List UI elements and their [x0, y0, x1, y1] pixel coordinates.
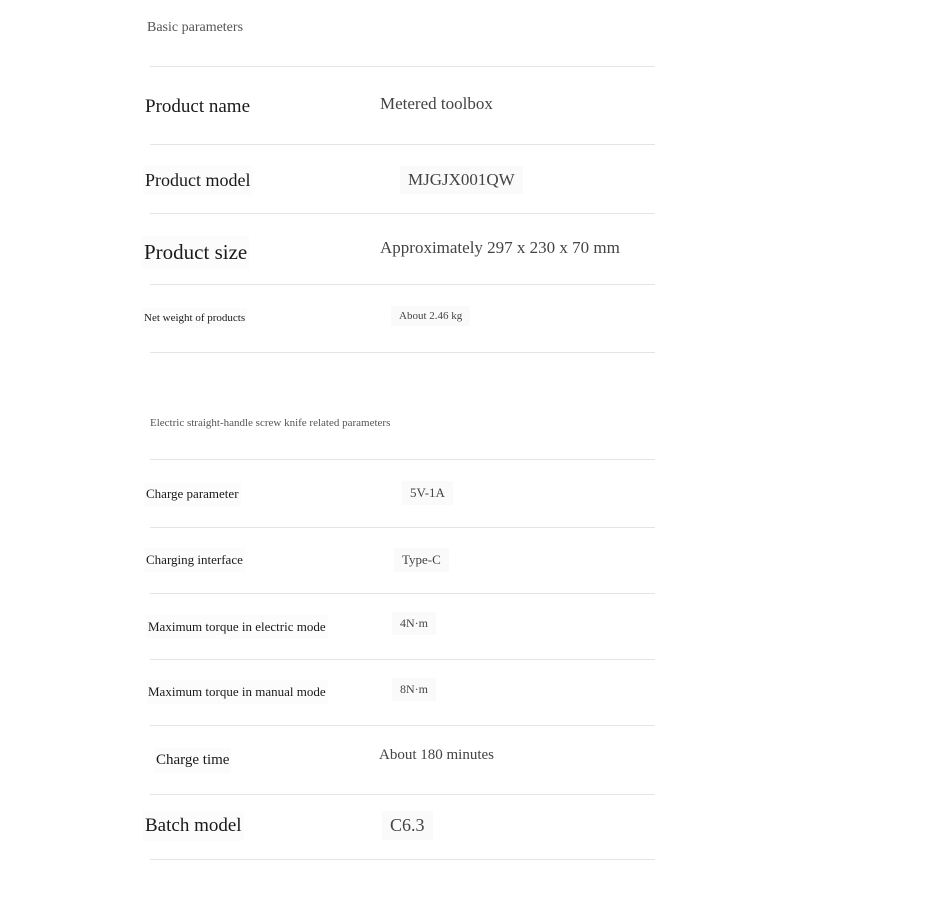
max-torque-manual-value: 8N·m	[392, 678, 436, 701]
net-weight-label: Net weight of products	[142, 308, 247, 328]
product-name-value: Metered toolbox	[380, 94, 493, 113]
max-torque-manual-label: Maximum torque in manual mode	[146, 680, 328, 704]
product-name-label: Product name	[145, 96, 251, 117]
divider	[150, 859, 655, 860]
basic-parameters-title: Basic parameters	[147, 20, 244, 35]
charge-parameter-label: Charge parameter	[144, 482, 241, 506]
divider	[150, 213, 655, 214]
charge-parameter-value: 5V-1A	[402, 481, 453, 505]
divider	[150, 459, 655, 460]
batch-model-label: Batch model	[143, 811, 244, 841]
divider	[150, 284, 655, 285]
divider	[150, 527, 655, 528]
product-model-label: Product model	[143, 166, 253, 195]
charge-time-value: About 180 minutes	[379, 747, 494, 763]
divider	[150, 144, 655, 145]
net-weight-value: About 2.46 kg	[391, 306, 470, 326]
divider	[150, 794, 655, 795]
product-size-label: Product size	[142, 236, 249, 269]
charging-interface-value: Type-C	[394, 548, 449, 572]
divider	[150, 593, 655, 594]
divider	[150, 66, 655, 67]
product-size-value: Approximately 297 x 230 x 70 mm	[380, 238, 620, 257]
divider	[150, 352, 655, 353]
divider	[150, 659, 655, 660]
divider	[150, 725, 655, 726]
electric-parameters-title: Electric straight-handle screw knife related parameters	[150, 417, 391, 429]
charge-time-label: Charge time	[154, 748, 231, 773]
product-model-value: MJGJX001QW	[400, 166, 523, 194]
charging-interface-label: Charging interface	[144, 548, 245, 572]
batch-model-value: C6.3	[382, 811, 433, 840]
max-torque-electric-label: Maximum torque in electric mode	[146, 615, 328, 639]
max-torque-electric-value: 4N·m	[392, 612, 436, 635]
